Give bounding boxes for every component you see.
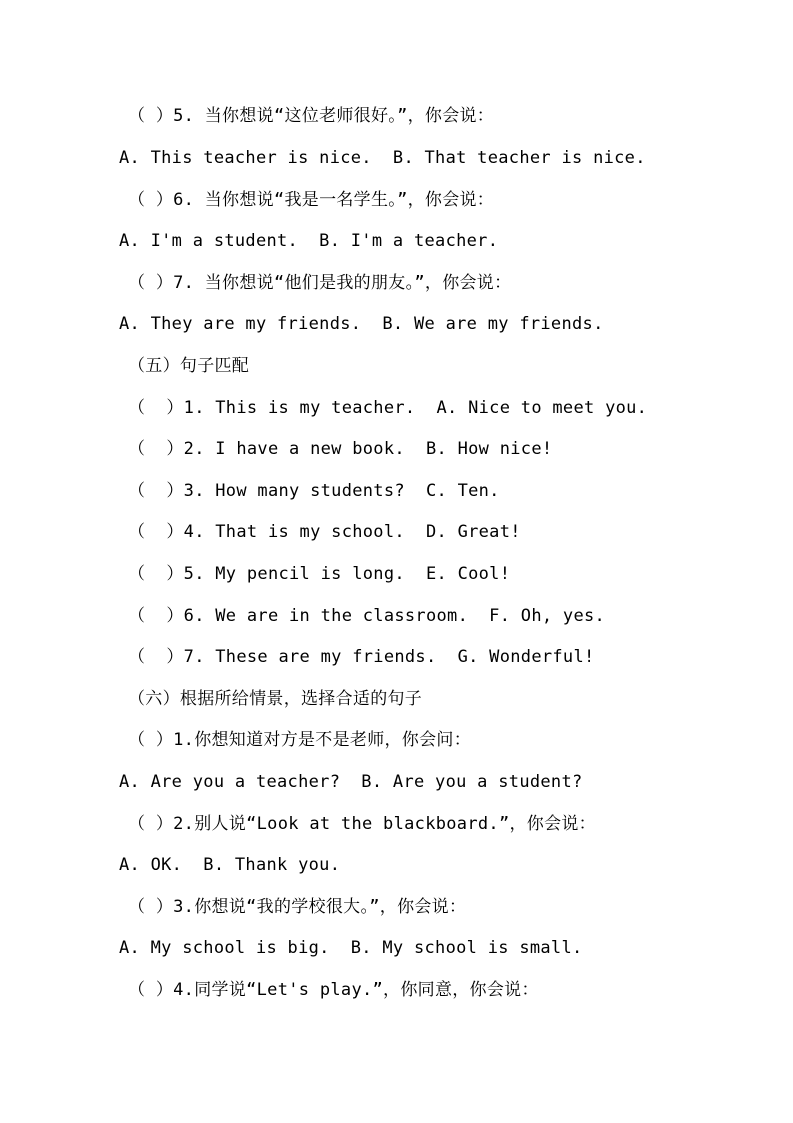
- question-6-prompt: （ ）6. 当你想说“我是一名学生。”，你会说：: [128, 190, 495, 210]
- situation-2-prompt: （ ）2.别人说“Look at the blackboard.”，你会说：: [128, 814, 596, 834]
- situation-1-options: A. Are you a teacher? B. Are you a student?: [119, 772, 583, 792]
- question-7-prompt: （ ）7. 当你想说“他们是我的朋友。”，你会说：: [128, 273, 512, 293]
- question-7-options: A. They are my friends. B. We are my friends.: [119, 314, 604, 334]
- section-5-heading: （五）句子匹配: [128, 356, 250, 376]
- question-6-options: A. I'm a student. B. I'm a teacher.: [119, 231, 499, 251]
- situation-4-prompt: （ ）4.同学说“Let's play.”，你同意，你会说：: [128, 980, 539, 1000]
- match-item-2: （ ）2. I have a new book. B. How nice!: [128, 439, 553, 459]
- situation-3-prompt: （ ）3.你想说“我的学校很大。”，你会说：: [128, 897, 467, 917]
- situation-3-options: A. My school is big. B. My school is small.: [119, 938, 583, 958]
- match-item-5: （ ）5. My pencil is long. E. Cool!: [128, 564, 511, 584]
- match-item-7: （ ）7. These are my friends. G. Wonderful!: [128, 647, 595, 667]
- situation-1-prompt: （ ）1.你想知道对方是不是老师，你会问：: [128, 730, 472, 750]
- match-item-6: （ ）6. We are in the classroom. F. Oh, yes.: [128, 606, 606, 626]
- question-5-options: A. This teacher is nice. B. That teacher is nice.: [119, 148, 646, 168]
- match-item-4: （ ）4. That is my school. D. Great!: [128, 522, 521, 542]
- section-6-heading: （六）根据所给情景，选择合适的句子: [128, 689, 423, 709]
- match-item-1: （ ）1. This is my teacher. A. Nice to meet you.: [128, 398, 648, 418]
- match-item-3: （ ）3. How many students? C. Ten.: [128, 481, 500, 501]
- question-5-prompt: （ ）5. 当你想说“这位老师很好。”，你会说：: [128, 106, 495, 126]
- situation-2-options: A. OK. B. Thank you.: [119, 855, 341, 875]
